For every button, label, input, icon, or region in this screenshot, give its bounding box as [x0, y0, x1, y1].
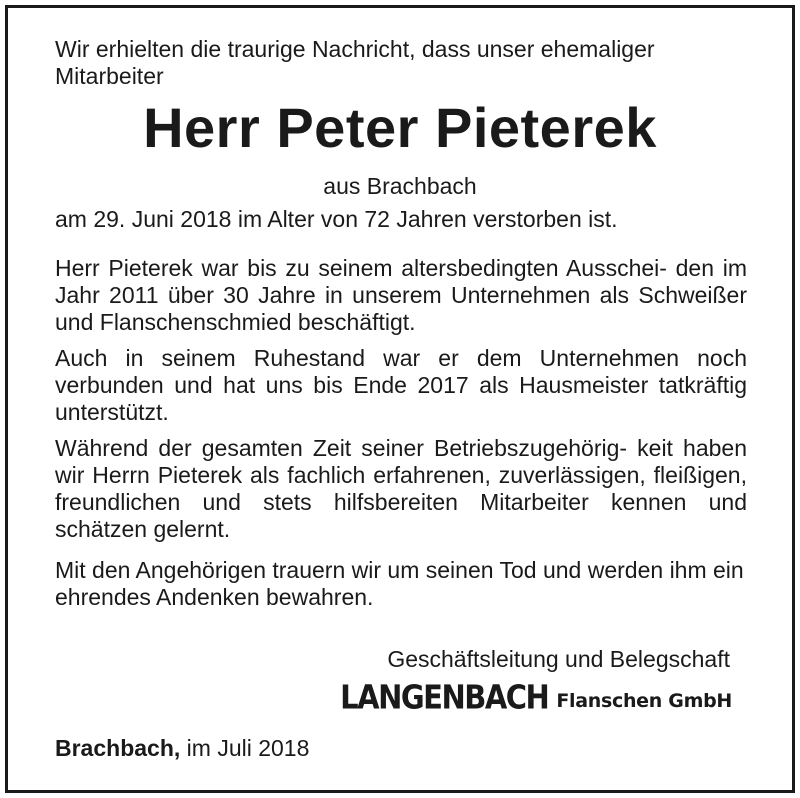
paragraph-career: Herr Pieterek war bis zu seinem altersbedingten Ausschei- den im Jahr 2011 über 30 Jahre in unserem Unternehmen als Schweißer und Flanschenschmied beschäftigt.: [55, 255, 747, 335]
date-text: im Juli 2018: [186, 735, 310, 761]
origin-text: aus Brachbach: [323, 173, 477, 199]
place-text: Brachbach,: [55, 735, 181, 761]
paragraph-appreciation: Während der gesamten Zeit seiner Betriebszugehörig- keit haben wir Herrn Pieterek als fachlich erfahrenen, zuverlässigen, fleißigen, freundlichen und stets hilfsbereiten Mitarbeiter kennen und schätzen gelernt.: [55, 435, 747, 542]
place-date-line: [55, 735, 309, 762]
company-logo: [340, 677, 732, 717]
intro-text: Wir erhielten die traurige Nachricht, dass unser ehemaliger Mitarbeiter: [55, 36, 655, 89]
deceased-name: Herr Peter Pieterek: [143, 96, 657, 159]
death-date-text: am 29. Juni 2018 im Alter von 72 Jahren verstorben ist.: [55, 206, 618, 232]
paragraph-mourning: Mit den Angehörigen trauern wir um seinen Tod und werden ihm ein ehrendes Andenken bewahren.: [55, 557, 744, 610]
logo-sub-text: Flanschen GmbH: [556, 690, 732, 712]
paragraph-retirement: Auch in seinem Ruhestand war er dem Unternehmen noch verbunden und hat uns bis Ende 2017 als Hausmeister tatkräftig unterstützt.: [55, 345, 747, 425]
signature-text: Geschäftsleitung und Belegschaft: [387, 646, 730, 672]
logo-main-text: LANGENBACH: [340, 677, 549, 717]
